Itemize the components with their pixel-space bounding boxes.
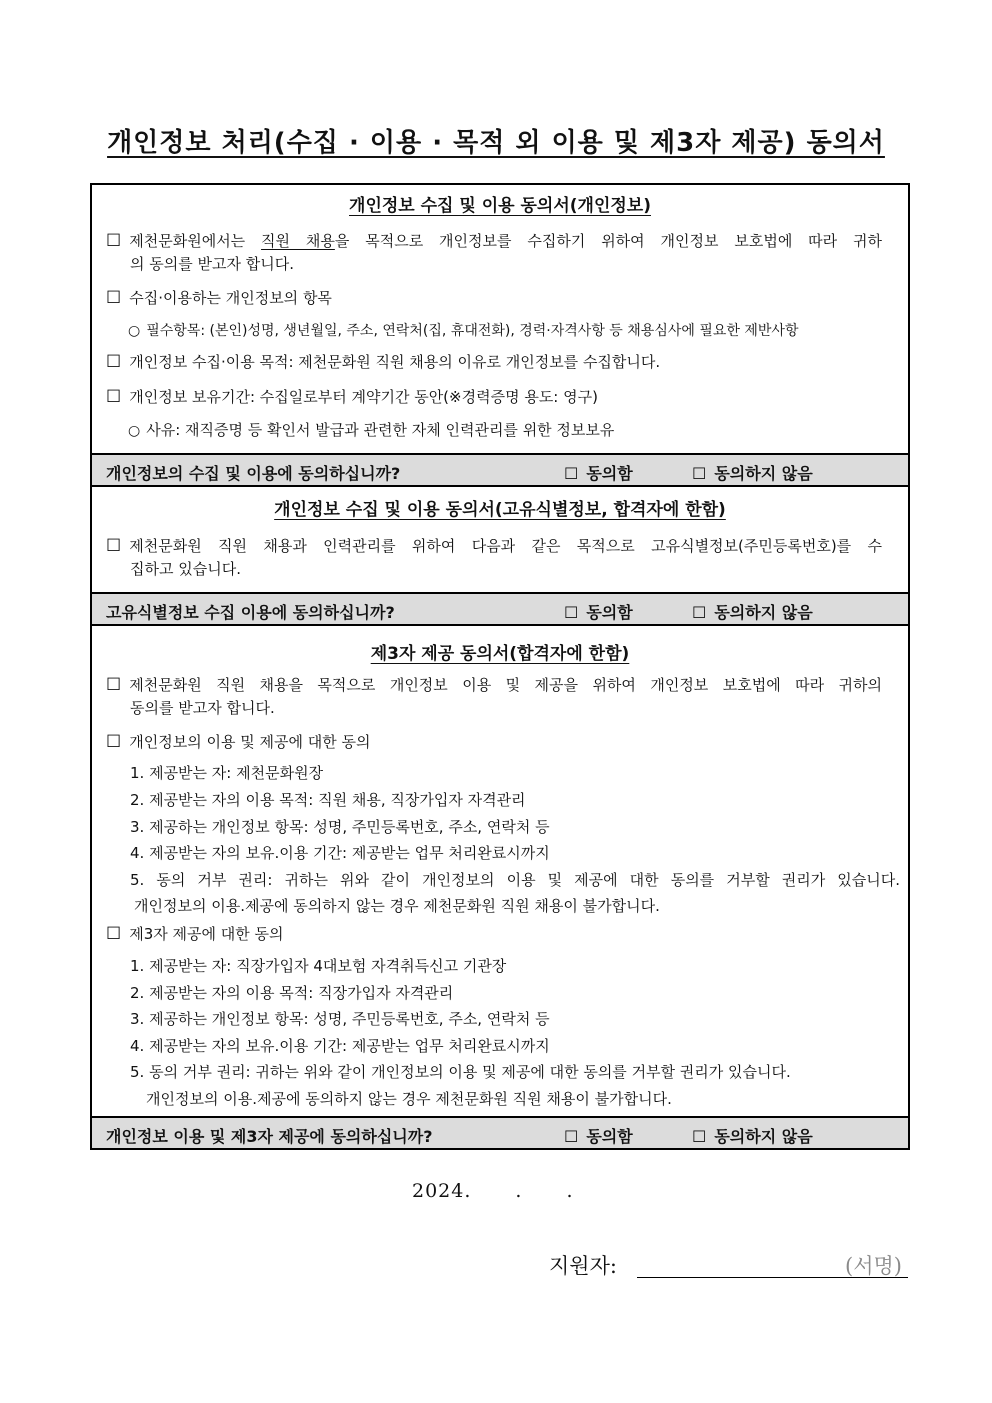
list-item: 4. 제공받는 자의 보유.이용 기간: 제공받는 업무 처리완료시까지 bbox=[130, 1037, 550, 1055]
circle-bullet-icon: ○ bbox=[128, 423, 141, 439]
list-item: 2. 제공받는 자의 이용 목적: 직장가입자 자격관리 bbox=[130, 984, 454, 1002]
section2-heading: 개인정보 수집 및 이용 동의서(고유식별정보, 합격자에 한함) bbox=[274, 500, 726, 520]
section1-item3: ☐ 개인정보 수집·이용 목적: 제천문화원 직원 채용의 이유로 개인정보를 수집합니다. bbox=[106, 352, 661, 372]
checkbox-icon[interactable]: ☐ bbox=[692, 1127, 707, 1146]
section1-item2-sub: ○ 필수항목: (본인)성명, 생년월일, 주소, 연락처(집, 휴대전화), 경력·자격사항 등 채용심사에 필요한 제반사항 bbox=[128, 323, 799, 339]
section1-item4: ☐ 개인정보 보유기간: 수집일로부터 계약기간 동안(※경력증명 용도: 영구) bbox=[106, 387, 598, 407]
section1-item1-cont: 의 동의를 받고자 합니다. bbox=[130, 255, 294, 273]
list-item-cont: 개인정보의 이용.제공에 동의하지 않는 경우 제천문화원 직원 채용이 불가합니다. bbox=[146, 1090, 672, 1108]
section1-heading: 개인정보 수집 및 이용 동의서(개인정보) bbox=[349, 196, 651, 216]
checkbox-icon: ☐ bbox=[106, 675, 122, 695]
section3-disagree-option[interactable]: ☐ 동의하지 않음 bbox=[692, 1127, 813, 1146]
section2-item1: ☐ 제천문화원 직원 채용과 인력관리를 위하여 다음과 같은 목적으로 고유식별정보(주민등록번호)를 수 bbox=[106, 536, 882, 556]
section3-item1-cont: 동의를 받고자 합니다. bbox=[130, 699, 275, 717]
date-field[interactable]: 2024. . . bbox=[412, 1180, 574, 1202]
section3-item2: ☐ 개인정보의 이용 및 제공에 대한 동의 bbox=[106, 732, 371, 752]
section3-question: 개인정보 이용 및 제3자 제공에 동의하십니까? bbox=[106, 1127, 433, 1146]
section3-heading: 제3자 제공 동의서(합격자에 한함) bbox=[370, 644, 630, 664]
section1-question: 개인정보의 수집 및 이용에 동의하십니까? bbox=[106, 464, 401, 483]
section3-item3: ☐ 제3자 제공에 대한 동의 bbox=[106, 924, 284, 944]
section3-item1: ☐ 제천문화원 직원 채용을 목적으로 개인정보 이용 및 제공을 위하여 개인정보 보호법에 따라 귀하의 bbox=[106, 675, 882, 695]
signature-label: 지원자: bbox=[549, 1254, 617, 1278]
section1-item4-sub: ○ 사유: 재직증명 등 확인서 발급과 관련한 자체 인력관리를 위한 정보보유 bbox=[128, 421, 615, 439]
section1-item1: ☐ 제천문화원에서는 직원 채용을 목적으로 개인정보를 수집하기 위하여 개인정보 보호법에 따라 귀하 bbox=[106, 231, 882, 251]
list-item: 5. 동의 거부 권리: 귀하는 위와 같이 개인정보의 이용 및 제공에 대한 동의를 거부할 권리가 있습니다. bbox=[130, 1063, 791, 1081]
list-item: 1. 제공받는 자: 제천문화원장 bbox=[130, 764, 324, 782]
checkbox-icon: ☐ bbox=[106, 536, 122, 556]
list-item-cont: 개인정보의 이용.제공에 동의하지 않는 경우 제천문화원 직원 채용이 불가합니다. bbox=[134, 897, 660, 915]
checkbox-icon: ☐ bbox=[106, 387, 122, 407]
checkbox-icon[interactable]: ☐ bbox=[564, 464, 579, 483]
circle-bullet-icon: ○ bbox=[128, 323, 141, 339]
checkbox-icon: ☐ bbox=[106, 288, 122, 308]
section1-item2: ☐ 수집·이용하는 개인정보의 항목 bbox=[106, 288, 332, 308]
section2-question: 고유식별정보 수집 이용에 동의하십니까? bbox=[106, 603, 395, 622]
section3-question-bar bbox=[92, 1116, 908, 1150]
list-item: 5. 동의 거부 권리: 귀하는 위와 같이 개인정보의 이용 및 제공에 대한 동의를 거부할 권리가 있습니다. bbox=[130, 871, 900, 889]
section2-agree-option[interactable]: ☐ 동의함 bbox=[564, 603, 633, 622]
document-title: 개인정보 처리(수집 · 이용 · 목적 외 이용 및 제3자 제공) 동의서 bbox=[107, 128, 885, 158]
section2-disagree-option[interactable]: ☐ 동의하지 않음 bbox=[692, 603, 813, 622]
checkbox-icon: ☐ bbox=[106, 924, 122, 944]
signature-hint: (서명) bbox=[845, 1254, 902, 1278]
checkbox-icon[interactable]: ☐ bbox=[564, 603, 579, 622]
checkbox-icon[interactable]: ☐ bbox=[692, 603, 707, 622]
section2-question-bar bbox=[92, 592, 908, 626]
section1-disagree-option[interactable]: ☐ 동의하지 않음 bbox=[692, 464, 813, 483]
list-item: 3. 제공하는 개인정보 항목: 성명, 주민등록번호, 주소, 연락처 등 bbox=[130, 818, 550, 836]
checkbox-icon[interactable]: ☐ bbox=[692, 464, 707, 483]
section1-agree-option[interactable]: ☐ 동의함 bbox=[564, 464, 633, 483]
section3-agree-option[interactable]: ☐ 동의함 bbox=[564, 1127, 633, 1146]
checkbox-icon: ☐ bbox=[106, 732, 122, 752]
section1-question-bar bbox=[92, 453, 908, 487]
section2-item1-cont: 집하고 있습니다. bbox=[130, 560, 241, 578]
checkbox-icon: ☐ bbox=[106, 352, 122, 372]
list-item: 4. 제공받는 자의 보유.이용 기간: 제공받는 업무 처리완료시까지 bbox=[130, 844, 550, 862]
checkbox-icon[interactable]: ☐ bbox=[564, 1127, 579, 1146]
checkbox-icon: ☐ bbox=[106, 231, 122, 251]
list-item: 3. 제공하는 개인정보 항목: 성명, 주민등록번호, 주소, 연락처 등 bbox=[130, 1010, 550, 1028]
list-item: 1. 제공받는 자: 직장가입자 4대보험 자격취득신고 기관장 bbox=[130, 957, 507, 975]
consent-form bbox=[90, 183, 910, 1150]
list-item: 2. 제공받는 자의 이용 목적: 직원 채용, 직장가입자 자격관리 bbox=[130, 791, 526, 809]
